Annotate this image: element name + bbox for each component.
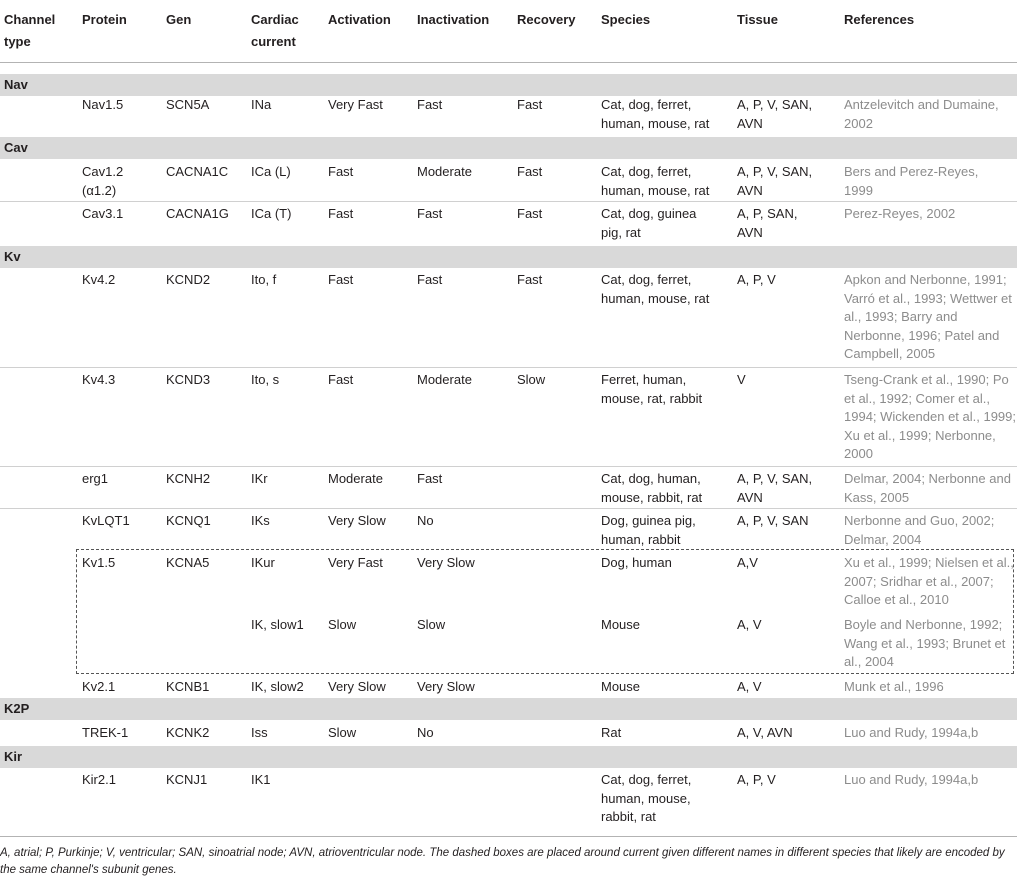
cell-gen: KCND2 [166, 272, 211, 287]
cell-tissue: A, P, V [737, 772, 776, 787]
cell-inactivation: Fast [417, 272, 443, 287]
cell-gen: CACNA1C [166, 164, 229, 179]
table-header [0, 0, 1017, 60]
row-divider [0, 466, 1017, 467]
section-k2p [0, 698, 1017, 720]
cell-gen: KCNB1 [166, 679, 210, 694]
cell-current: IK1 [251, 772, 271, 787]
cell-protein: Kv4.3 [82, 372, 116, 387]
cell-inactivation: No [417, 513, 434, 528]
header-tissue: Tissue [737, 12, 778, 27]
cell-species: Dog, guinea pig, human, rabbit [601, 513, 696, 547]
section-label: Cav [4, 140, 28, 155]
cell-species: Cat, dog, ferret, human, mouse, rat [601, 164, 710, 198]
cell-protein: Kir2.1 [82, 772, 116, 787]
cell-protein: Cav1.2 (α1.2) [82, 164, 124, 198]
section-label: K2P [4, 701, 30, 716]
cell-gen: KCNQ1 [166, 513, 211, 528]
cell-activation: Fast [328, 164, 354, 179]
cell-current: ICa (L) [251, 164, 291, 179]
cell-current: Ito, f [251, 272, 277, 287]
cell-gen: SCN5A [166, 97, 210, 112]
cell-activation: Fast [328, 372, 354, 387]
cell-inactivation: Slow [417, 617, 446, 632]
cell-tissue: A, P, V, SAN, AVN [737, 164, 813, 198]
cell-gen: KCNA5 [166, 555, 210, 570]
cell-references: Delmar, 2004; Nerbonne and Kass, 2005 [844, 471, 1011, 505]
cell-recovery: Fast [517, 206, 543, 221]
cell-recovery: Fast [517, 164, 543, 179]
cell-current: IK, slow1 [251, 617, 304, 632]
section-nav [0, 74, 1017, 96]
cell-references: Munk et al., 1996 [844, 679, 944, 694]
cell-protein: Kv2.1 [82, 679, 116, 694]
row-divider [0, 367, 1017, 368]
cell-protein: Cav3.1 [82, 206, 124, 221]
cell-current: Iss [251, 725, 268, 740]
cell-references: Perez-Reyes, 2002 [844, 206, 956, 221]
header-protein: Protein [82, 12, 127, 27]
cell-tissue: A, P, V, SAN, AVN [737, 471, 813, 505]
header-channel-type: Channel type [4, 12, 56, 49]
cell-species: Cat, dog, ferret, human, mouse, rabbit, rat [601, 772, 692, 824]
section-label: Kv [4, 249, 21, 264]
cell-species: Cat, dog, guinea pig, rat [601, 206, 697, 240]
cell-protein: Nav1.5 [82, 97, 124, 112]
cell-references: Luo and Rudy, 1994a,b [844, 725, 979, 740]
section-kir [0, 746, 1017, 768]
cell-references: Xu et al., 1999; Nielsen et al., 2007; Sridhar et al., 2007; Calloe et al., 2010 [844, 555, 1014, 607]
cell-inactivation: Fast [417, 471, 443, 486]
cell-recovery: Fast [517, 97, 543, 112]
cell-current: INa [251, 97, 272, 112]
cell-recovery: Slow [517, 372, 546, 387]
table-footnote: A, atrial; P, Purkinje; V, ventricular; SAN, sinoatrial node; AVN, atrioventricular node. The dashed boxes are placed around current given different names in different species that likely are encoded by the same channel's subunit genes. [0, 847, 1005, 876]
header-activation: Activation [328, 12, 391, 27]
cell-current: IKs [251, 513, 270, 528]
section-label: Kir [4, 749, 23, 764]
cell-references: Apkon and Nerbonne, 1991; Varró et al., 1993; Wettwer et al., 1993; Barry and Nerbonne, 1996; Patel and Campbell, 2005 [844, 272, 1012, 361]
cell-gen: KCNH2 [166, 471, 211, 486]
section-cav [0, 137, 1017, 159]
cell-current: IK, slow2 [251, 679, 304, 694]
header-references: References [844, 12, 915, 27]
cell-protein: erg1 [82, 471, 109, 486]
header-divider [0, 62, 1017, 63]
cell-references: Tseng-Crank et al., 1990; Po et al., 1992; Comer et al., 1994; Wickenden et al., 1999; Xu et al., 1999; Nerbonne, 2000 [844, 372, 1017, 461]
cell-inactivation: Moderate [417, 372, 472, 387]
cell-inactivation: Fast [417, 206, 443, 221]
header-gen: Gen [166, 12, 192, 27]
row-divider [0, 201, 1017, 202]
cell-protein: KvLQT1 [82, 513, 130, 528]
cell-activation: Fast [328, 272, 354, 287]
cell-species: Mouse [601, 679, 641, 694]
cell-species: Cat, dog, ferret, human, mouse, rat [601, 97, 710, 131]
cell-activation: Moderate [328, 471, 383, 486]
cell-gen: KCND3 [166, 372, 211, 387]
cell-references: Nerbonne and Guo, 2002; Delmar, 2004 [844, 513, 995, 547]
cell-gen: KCNJ1 [166, 772, 208, 787]
cell-current: Ito, s [251, 372, 280, 387]
cell-activation: Fast [328, 206, 354, 221]
cell-tissue: A, V [737, 679, 762, 694]
cell-inactivation: Very Slow [417, 555, 475, 570]
cell-inactivation: Fast [417, 97, 443, 112]
cell-activation: Very Slow [328, 679, 386, 694]
section-kv [0, 246, 1017, 268]
cell-species: Ferret, human, mouse, rat, rabbit [601, 372, 703, 406]
cell-references: Luo and Rudy, 1994a,b [844, 772, 979, 787]
cell-inactivation: Very Slow [417, 679, 475, 694]
cell-tissue: A, P, V [737, 272, 776, 287]
cell-current: IKur [251, 555, 275, 570]
cell-activation: Slow [328, 617, 357, 632]
cell-tissue: A, P, V, SAN [737, 513, 809, 528]
table-bottom-rule [0, 836, 1017, 837]
cell-inactivation: No [417, 725, 434, 740]
cell-species: Mouse [601, 617, 641, 632]
cell-species: Cat, dog, ferret, human, mouse, rat [601, 272, 710, 306]
cell-species: Dog, human [601, 555, 672, 570]
header-recovery: Recovery [517, 12, 576, 27]
cell-references: Boyle and Nerbonne, 1992; Wang et al., 1993; Brunet et al., 2004 [844, 617, 1006, 669]
cell-inactivation: Moderate [417, 164, 472, 179]
row-divider [0, 508, 1017, 509]
header-inactivation: Inactivation [417, 12, 490, 27]
cell-activation: Very Fast [328, 97, 383, 112]
cell-species: Rat [601, 725, 622, 740]
header-cardiac-current: Cardiac current [251, 12, 299, 49]
cell-recovery: Fast [517, 272, 543, 287]
cell-current: IKr [251, 471, 268, 486]
header-species: Species [601, 12, 651, 27]
cell-references: Bers and Perez-Reyes, 1999 [844, 164, 979, 198]
cell-activation: Very Slow [328, 513, 386, 528]
cell-protein: Kv4.2 [82, 272, 116, 287]
cell-tissue: A, V [737, 617, 762, 632]
cell-protein: TREK-1 [82, 725, 129, 740]
cell-tissue: A, V, AVN [737, 725, 793, 740]
section-label: Nav [4, 77, 28, 92]
cell-activation: Slow [328, 725, 357, 740]
cell-protein: Kv1.5 [82, 555, 116, 570]
cell-gen: CACNA1G [166, 206, 229, 221]
cell-species: Cat, dog, human, mouse, rabbit, rat [601, 471, 703, 505]
cell-tissue: A,V [737, 555, 758, 570]
cell-references: Antzelevitch and Dumaine, 2002 [844, 97, 999, 131]
cell-activation: Very Fast [328, 555, 383, 570]
cell-current: ICa (T) [251, 206, 292, 221]
cell-tissue: A, P, V, SAN, AVN [737, 97, 813, 131]
cell-tissue: A, P, SAN, AVN [737, 206, 798, 240]
cell-tissue: V [737, 372, 746, 387]
cell-gen: KCNK2 [166, 725, 210, 740]
